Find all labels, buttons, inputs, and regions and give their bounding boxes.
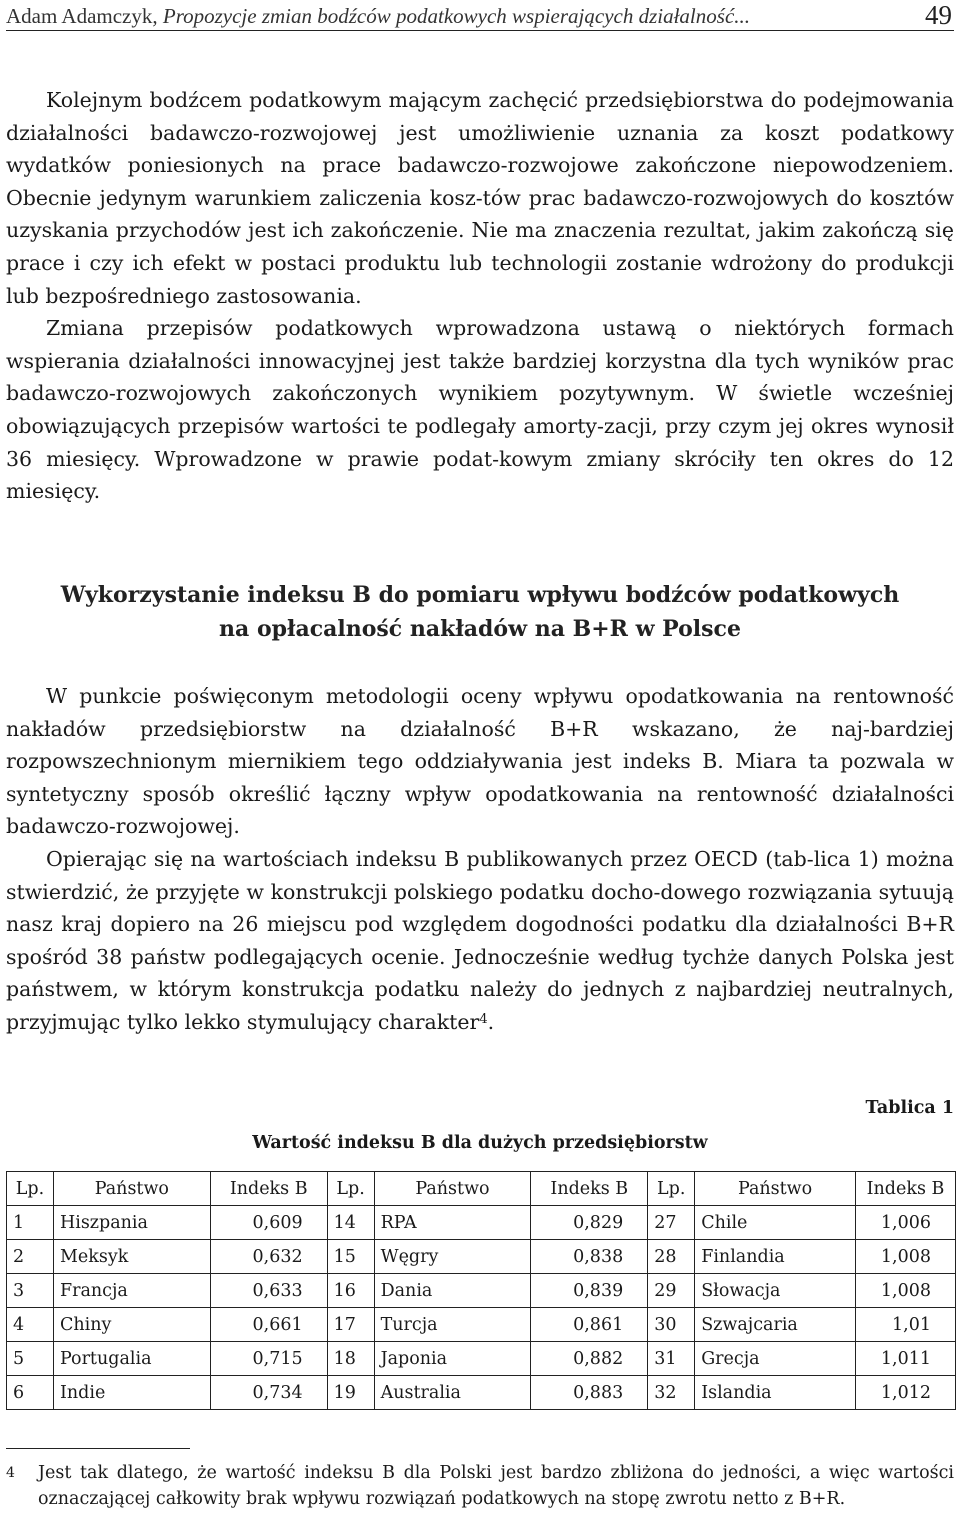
header-country: Państwo [53,1172,210,1206]
footnote-text: Jest tak dlatego, że wartość indeksu B dla Polski jest bardzo zbliżona do jedności, a więc wartości oznaczającej całkowity brak wpływu rozwiązań podatkowych na stopę zwrotu netto z B+R. [38,1463,954,1509]
section-heading-line-1: Wykorzystanie indeksu B do pomiaru wpływu bodźców podatkowych [60,582,900,608]
cell-lp: 6 [7,1376,54,1410]
footnote-separator [6,1448,190,1449]
b-index-table [6,1171,956,1410]
cell-lp: 4 [7,1308,54,1342]
cell-b-index: 1,006 [856,1206,956,1240]
cell-lp: 14 [327,1206,374,1240]
cell-lp: 28 [648,1240,695,1274]
cell-lp: 19 [327,1376,374,1410]
header-lp: Lp. [648,1172,695,1206]
cell-b-index: 0,661 [210,1308,327,1342]
cell-b-index: 0,715 [210,1342,327,1376]
table-title: Wartość indeksu B dla dużych przedsiębiorstw [252,1133,708,1153]
cell-b-index: 1,008 [856,1240,956,1274]
cell-country: Szwajcaria [695,1308,856,1342]
cell-country: Turcja [374,1308,531,1342]
cell-country: Australia [374,1376,531,1410]
cell-b-index: 0,734 [210,1376,327,1410]
cell-b-index: 0,883 [531,1376,648,1410]
cell-country: Islandia [695,1376,856,1410]
cell-b-index: 0,839 [531,1274,648,1308]
footnote-mark: 4 [6,1465,15,1481]
cell-country: Portugalia [53,1342,210,1376]
cell-country: Meksyk [53,1240,210,1274]
paragraph-end: . [487,1009,495,1034]
paragraph: W punkcie poświęconym metodologii oceny wpływu opodatkowania na rentowność nakładów przedsiębiorstw na działalność B+R wskazano, że naj-bardziej rozpowszechnionym miernikiem tego oddziaływania jest indeks B. Miara ta pozwala w syntetyczny sposób określić łączny wpływ opodatkowania na rentowność działalności badawczo-rozwojowej. [6,684,954,839]
table-row [7,1308,956,1342]
header-article-title: Propozycje zmian bodźców podatkowych wspierających działalność... [162,4,751,28]
header-lp: Lp. [7,1172,54,1206]
cell-country: Hiszpania [53,1206,210,1240]
header-b-index: Indeks B [856,1172,956,1206]
section-1-text [6,84,954,508]
header-b-index: Indeks B [210,1172,327,1206]
cell-b-index: 0,633 [210,1274,327,1308]
cell-lp: 17 [327,1308,374,1342]
table-row [7,1342,956,1376]
running-header [6,2,954,31]
cell-b-index: 1,01 [856,1308,956,1342]
cell-lp: 2 [7,1240,54,1274]
header-author: Adam Adamczyk, [6,4,163,28]
paragraph: Kolejnym bodźcem podatkowym mającym zachęcić przedsiębiorstwa do podejmowania działalności badawczo-rozwojowej jest umożliwienie uznania za koszt podatkowy wydatków poniesionych na prace badawczo-rozwojowe zakończone niepowodzeniem. Obecnie jedynym warunkiem zaliczenia kosz-tów prac badawczo-rozwojowych do kosztów uzyskania przychodów jest ich zakończenie. Nie ma znaczenia rezultat, jakim zakończą się prace i czy ich efekt w postaci produktu lub technologii zostanie wdrożony do produkcji lub bezpośredniego zastosowania. [6,88,954,308]
cell-country: Węgry [374,1240,531,1274]
cell-country: Francja [53,1274,210,1308]
cell-lp: 15 [327,1240,374,1274]
cell-b-index: 1,008 [856,1274,956,1308]
header-country: Państwo [695,1172,856,1206]
cell-country: Indie [53,1376,210,1410]
cell-lp: 5 [7,1342,54,1376]
cell-b-index: 1,011 [856,1342,956,1376]
cell-lp: 30 [648,1308,695,1342]
header-b-index: Indeks B [531,1172,648,1206]
page-number: 49 [925,0,952,30]
cell-b-index: 0,882 [531,1342,648,1376]
cell-b-index: 0,838 [531,1240,648,1274]
section-heading [6,578,954,646]
cell-country: Słowacja [695,1274,856,1308]
cell-b-index: 0,632 [210,1240,327,1274]
cell-country: Finlandia [695,1240,856,1274]
section-2-text [6,680,954,1039]
cell-lp: 31 [648,1342,695,1376]
table-row [7,1206,956,1240]
table-row [7,1240,956,1274]
cell-lp: 3 [7,1274,54,1308]
paragraph-with-footnote [6,843,954,1039]
cell-lp: 18 [327,1342,374,1376]
section-heading-line-2: na opłacalność nakładów na B+R w Polsce [219,616,741,642]
footnote-reference[interactable]: 4 [479,1011,488,1027]
table-header-row [7,1172,956,1206]
cell-lp: 16 [327,1274,374,1308]
cell-lp: 32 [648,1376,695,1410]
cell-country: Grecja [695,1342,856,1376]
cell-country: RPA [374,1206,531,1240]
paragraph: Zmiana przepisów podatkowych wprowadzona ustawą o niektórych formach wspierania działalności innowacyjnej jest także bardziej korzystna dla tych wyników prac badawczo-rozwojowych zakończonych wynikiem pozytywnym. W świetle wcześniej obowiązujących przepisów wartości te podlegały amorty-zacji, przy czym jej okres wynosił 36 miesięcy. Wprowadzone w prawie podat-kowym zmiany skróciły ten okres do 12 miesięcy. [6,316,954,504]
running-title [6,4,750,29]
cell-country: Dania [374,1274,531,1308]
cell-country: Japonia [374,1342,531,1376]
header-lp: Lp. [327,1172,374,1206]
cell-b-index: 0,609 [210,1206,327,1240]
table-row [7,1376,956,1410]
table-row [7,1274,956,1308]
cell-country: Chiny [53,1308,210,1342]
cell-country: Chile [695,1206,856,1240]
cell-b-index: 1,012 [856,1376,956,1410]
footnote [6,1460,954,1512]
cell-lp: 1 [7,1206,54,1240]
cell-b-index: 0,861 [531,1308,648,1342]
header-country: Państwo [374,1172,531,1206]
cell-lp: 29 [648,1274,695,1308]
table-label: Tablica 1 [865,1098,954,1118]
cell-b-index: 0,829 [531,1206,648,1240]
paragraph-text: Opierając się na wartościach indeksu B publikowanych przez OECD (tab-lica 1) można stwierdzić, że przyjęte w konstrukcji polskiego podatku docho-dowego rozwiązania sytuują nasz kraj dopiero na 26 miejscu pod względem dogodności podatku dla działalności B+R spośród 38 państw podlegających ocenie. Jednocześnie według tychże danych Polska jest państwem, w którym konstrukcja podatku należy do jednych z najbardziej neutralnych, przyjmując tylko lekko stymulujący charakter [6,846,954,1034]
cell-lp: 27 [648,1206,695,1240]
